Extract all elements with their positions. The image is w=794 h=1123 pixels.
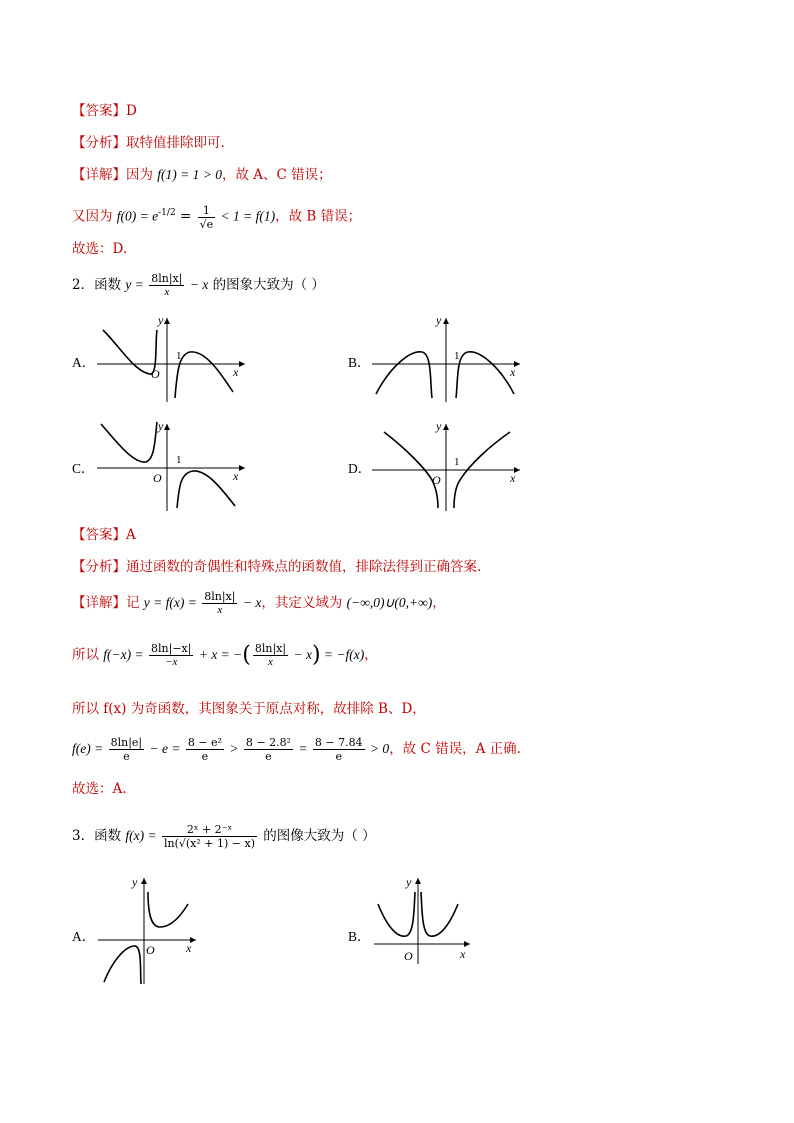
analysis-tag: 【分析】 [72,135,126,151]
detail-text: ，其定义域为 [261,595,347,611]
answer-value: A [126,527,136,543]
option-label-a[interactable]: A． [72,355,96,370]
fraction [202,590,237,617]
math-expr: y = [125,277,148,292]
detail-text: ，故 C 错误，A 正确. [389,741,521,757]
choice-text: 故选：D. [72,241,128,257]
fraction-den: e [265,750,272,763]
math-expr: = −f(x) [320,647,365,662]
fraction-den: x [217,604,223,616]
detail-text: ， [432,595,446,611]
math-expr: − x [186,277,209,292]
fraction [244,736,293,763]
detail-text: 所以 f(x) 为奇函数，其图象关于原点对称，故排除 B、D， [72,701,426,717]
fraction-num: 8ln|−x| [151,642,192,655]
option-label-a[interactable]: A． [72,929,96,944]
axis-label-y: y [406,875,412,889]
curve-right [177,471,235,508]
math-expr: (−∞,0)∪(0,+∞) [346,595,433,610]
axis-label-y: y [436,419,442,433]
detail-text: ， [364,647,378,663]
stem-text: 3．函数 [72,828,126,844]
analysis-tag: 【分析】 [72,559,126,575]
math-expr: < 1 = f(1) [217,208,276,224]
math-expr: f(1) = 1 > 0 [157,167,223,182]
option-label-b[interactable]: B． [348,355,371,370]
axis-label-y: y [132,875,138,889]
analysis-text: 通过函数的奇偶性和特殊点的函数值，排除法得到正确答案. [126,559,482,575]
q3-graph-a[interactable] [96,872,206,987]
choice-text: 故选：A. [72,781,127,797]
stem-text: 的图象大致为（ ） [208,277,325,293]
q1-detail-line-2 [72,200,361,231]
fraction-num: 8 − e² [187,736,222,749]
fraction-den: √e [199,217,214,231]
answer-value: D [126,103,137,119]
q1-choice-line [72,240,127,258]
math-expr: − x [290,647,312,662]
fraction-num: 2ˣ + 2⁻ˣ [162,823,257,837]
q2-graph-b[interactable] [370,312,530,404]
fraction [109,736,145,763]
answer-tag: 【答案】 [72,103,126,119]
fraction-num: 8ln|x| [151,272,183,285]
detail-tag: 【详解】 [72,595,126,611]
detail-text: 所以 [72,647,104,663]
axis-label-x: x [510,365,516,379]
fraction-den: e [201,750,209,763]
origin-label: O [151,367,160,381]
curve-right [175,352,233,398]
origin-label: O [432,473,441,487]
axis-label-x: x [460,947,466,961]
q2-answer-line [72,526,136,544]
fraction [313,736,365,763]
fraction-den: e [335,750,342,763]
option-label-d[interactable]: D． [348,461,372,476]
tick-label-1: 1 [176,350,182,362]
math-expr: − x [239,595,262,610]
tick-label-1: 1 [176,454,182,466]
q2-detail-line [72,588,446,618]
math-exponent: -1/2 [158,208,176,218]
math-expr: y = f(x) = [143,595,201,610]
fraction [149,272,184,299]
fraction-num: 8 − 7.84 [314,736,363,749]
detail-text: ，故 B 错误； [275,208,362,225]
axis-label-x: x [233,365,239,379]
fraction-num: 8ln|e| [110,736,143,749]
q1-answer-line [72,102,137,120]
math-expr: + x = − [195,647,243,662]
detail-tag: 【详解】 [72,167,126,183]
math-expr: f(x) = [125,828,160,843]
origin-label: O [146,943,155,957]
tick-label-1: 1 [454,456,460,468]
fraction-num: 8ln|x| [254,642,287,655]
math-expr: f(−x) = [103,647,148,662]
math-expr: = [294,741,311,756]
q2-stem [72,270,325,300]
q2-graph-d[interactable] [370,418,530,513]
curve-right [456,352,514,398]
fraction-num: 8ln|x| [204,590,236,603]
tick-label-1: 1 [454,350,460,362]
option-label-b[interactable]: B． [348,929,371,944]
analysis-text: 取特值排除即可. [126,135,225,151]
curve-right [148,892,188,927]
math-expr: f(e) = [72,741,107,756]
q2-detail-line-4 [72,734,521,764]
curve-left [103,330,157,374]
option-label-c[interactable]: C． [72,461,95,476]
math-expr: − e = [146,741,184,756]
fraction-den: x [164,286,170,298]
stem-text: 的图像大致为（ ） [259,828,376,844]
fraction [149,642,193,669]
q2-detail-line-2: 所以 f(−x) = $\frac{8\ln|-x|}{-x}$ + x = −( $\frac{8\ln|x|}{x}$ − x) = −f(x)， [72,642,378,668]
axis-label-x: x [510,471,516,485]
fraction [253,642,288,669]
detail-text: 又因为 [72,208,117,225]
fraction-num: 1 [198,204,216,218]
axis-label-y: y [436,313,442,327]
origin-label: O [153,471,162,485]
math-expr: > 0 [366,741,390,756]
fraction-den: ln(√(x² + 1) − x) [163,837,255,850]
detail-text: 因为 [126,167,158,183]
q2-graph-c[interactable] [95,418,255,513]
math-expr: > [225,741,242,756]
fraction [198,204,216,231]
q2-graph-a[interactable] [95,312,255,404]
answer-tag: 【答案】 [72,527,126,543]
fraction [162,823,257,850]
origin-label: O [404,949,413,963]
curve-right [421,892,458,936]
q2-analysis-line [72,558,481,576]
q3-graph-b[interactable] [372,872,482,967]
curve-left [104,946,141,984]
axis-label-y: y [158,313,164,327]
curve-left [101,422,157,462]
q1-analysis-line [72,134,225,152]
fraction-den: x [268,656,273,668]
detail-text: ，故 A、C 错误； [222,167,332,183]
curve-left [378,892,415,936]
axis-label-y: y [158,419,164,433]
detail-text: 记 [126,595,144,611]
fraction-den: −x [165,656,178,668]
axis-label-x: x [233,469,239,483]
curve-left [376,352,432,398]
q2-detail-line-3 [72,700,426,718]
stem-text: 2．函数 [72,277,126,293]
q2-choice-line [72,780,127,798]
fraction-num: 8 − 2.8² [245,736,291,749]
q3-stem [72,818,376,854]
axis-label-x: x [186,941,192,955]
fraction-den: e [123,750,130,763]
math-expr: f(0) = e [116,208,159,224]
q1-detail-line [72,166,332,184]
math-expr: = [175,208,196,225]
fraction [186,736,224,763]
